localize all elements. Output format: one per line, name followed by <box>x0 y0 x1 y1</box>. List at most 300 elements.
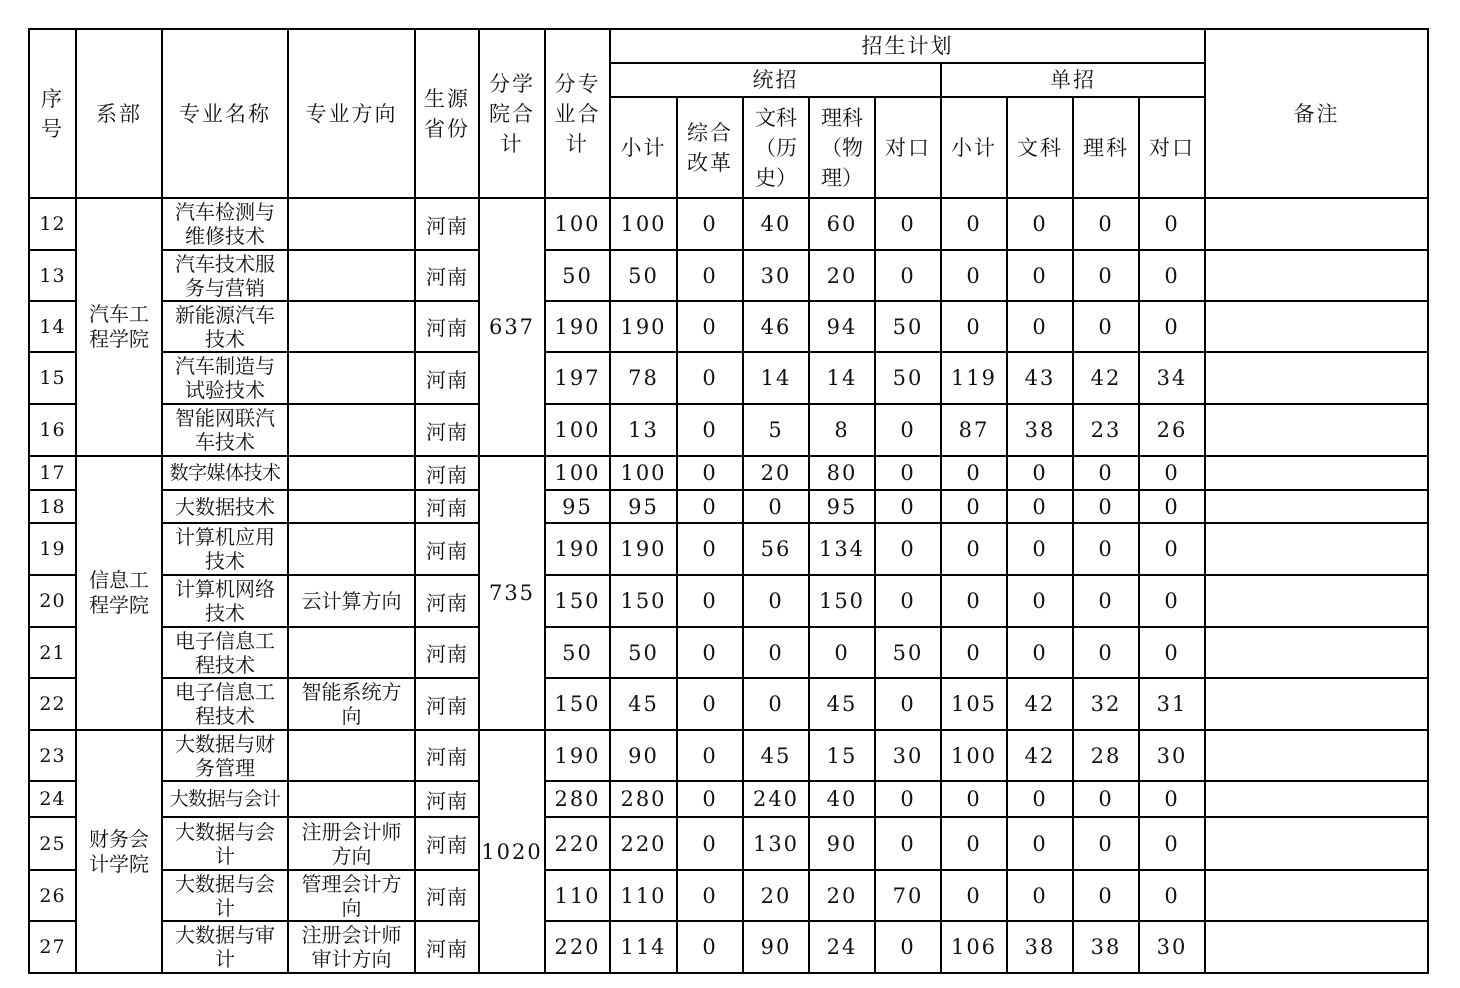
unified-vocational-cell: 50 <box>875 301 941 352</box>
unified-science-cell: 45 <box>809 678 875 730</box>
remarks-cell <box>1205 523 1428 575</box>
unified-arts-cell: 20 <box>743 456 809 490</box>
single-subtotal-cell: 0 <box>941 870 1007 921</box>
unified-reform-cell: 0 <box>677 490 743 523</box>
table-row <box>29 730 1428 781</box>
direction-text: 管理会计方向 <box>301 871 402 920</box>
row-seq-cell: 26 <box>29 870 76 921</box>
direction-text: 注册会计师方向 <box>301 819 402 868</box>
unified-science-cell: 40 <box>809 781 875 817</box>
unified-arts-cell: 130 <box>743 817 809 870</box>
header-college-total-text: 分学院合计 <box>489 71 535 156</box>
header-plan: 招生计划 <box>610 29 1205 63</box>
single-subtotal-cell: 106 <box>941 921 1007 973</box>
province-cell: 河南 <box>415 404 479 456</box>
unified-vocational-cell: 0 <box>875 921 941 973</box>
province-cell: 河南 <box>415 921 479 973</box>
major-name-cell <box>162 781 288 817</box>
province-cell: 河南 <box>415 523 479 575</box>
table-row <box>29 352 1428 404</box>
unified-arts-cell: 240 <box>743 781 809 817</box>
unified-subtotal-cell: 150 <box>610 575 677 627</box>
single-subtotal-cell: 0 <box>941 456 1007 490</box>
row-seq-cell: 23 <box>29 730 76 781</box>
single-science-cell: 0 <box>1073 817 1139 870</box>
single-subtotal-cell: 0 <box>941 523 1007 575</box>
major-total-cell: 190 <box>545 301 610 352</box>
unified-vocational-cell: 30 <box>875 730 941 781</box>
unified-subtotal-cell: 110 <box>610 870 677 921</box>
single-subtotal-cell: 0 <box>941 490 1007 523</box>
single-vocational-cell: 34 <box>1139 352 1205 404</box>
direction-cell <box>288 490 415 523</box>
major-total-cell: 110 <box>545 870 610 921</box>
direction-cell <box>288 921 415 973</box>
major-name-cell <box>162 730 288 781</box>
table-row <box>29 678 1428 730</box>
single-vocational-cell: 0 <box>1139 575 1205 627</box>
unified-science-cell: 95 <box>809 490 875 523</box>
single-arts-cell: 43 <box>1007 352 1073 404</box>
row-seq-cell: 17 <box>29 456 76 490</box>
unified-arts-cell: 45 <box>743 730 809 781</box>
major-total-cell: 50 <box>545 250 610 301</box>
header-seq <box>29 29 76 198</box>
dept-cell <box>76 456 162 730</box>
major-name: 计算机网络技术 <box>175 577 275 625</box>
header-s-science: 理科 <box>1073 97 1139 198</box>
unified-vocational-cell: 0 <box>875 781 941 817</box>
direction-cell <box>288 730 415 781</box>
direction-cell <box>288 678 415 730</box>
header-u-arts <box>743 97 809 198</box>
unified-science-cell: 15 <box>809 730 875 781</box>
single-arts-cell: 0 <box>1007 301 1073 352</box>
major-name-cell <box>162 198 288 250</box>
major-name: 计算机应用技术 <box>175 525 275 573</box>
unified-vocational-cell: 0 <box>875 198 941 250</box>
header-major: 专业名称 <box>162 29 288 198</box>
single-subtotal-cell: 0 <box>941 781 1007 817</box>
header-u-reform <box>677 97 743 198</box>
province-cell: 河南 <box>415 575 479 627</box>
single-subtotal-cell: 0 <box>941 301 1007 352</box>
single-vocational-cell: 0 <box>1139 301 1205 352</box>
header-seq-text: 序号 <box>41 86 64 141</box>
unified-vocational-cell: 0 <box>875 456 941 490</box>
province-cell: 河南 <box>415 490 479 523</box>
single-vocational-cell: 26 <box>1139 404 1205 456</box>
single-science-cell: 0 <box>1073 575 1139 627</box>
dept-name: 财务会计学院 <box>89 826 149 876</box>
row-seq-cell: 21 <box>29 627 76 678</box>
unified-reform-cell: 0 <box>677 870 743 921</box>
single-subtotal-cell: 0 <box>941 250 1007 301</box>
direction-cell <box>288 781 415 817</box>
province-cell: 河南 <box>415 730 479 781</box>
unified-subtotal-cell: 13 <box>610 404 677 456</box>
header-s-subtotal: 小计 <box>941 97 1007 198</box>
single-science-cell: 0 <box>1073 523 1139 575</box>
direction-text: 注册会计师审计方向 <box>301 923 402 971</box>
row-seq-cell: 14 <box>29 301 76 352</box>
unified-science-cell: 24 <box>809 921 875 973</box>
major-name-cell <box>162 404 288 456</box>
unified-reform-cell: 0 <box>677 456 743 490</box>
unified-subtotal-cell: 50 <box>610 627 677 678</box>
major-total-cell: 197 <box>545 352 610 404</box>
major-name: 大数据与会计 <box>175 819 275 868</box>
unified-arts-cell: 90 <box>743 921 809 973</box>
header-u-science <box>809 97 875 198</box>
province-cell: 河南 <box>415 817 479 870</box>
unified-subtotal-cell: 95 <box>610 490 677 523</box>
header-s-vocational: 对口 <box>1139 97 1205 198</box>
unified-vocational-cell: 0 <box>875 678 941 730</box>
row-seq-cell: 15 <box>29 352 76 404</box>
dept-name: 信息工程学院 <box>89 568 149 617</box>
single-science-cell: 32 <box>1073 678 1139 730</box>
header-major-total-text: 分专业合计 <box>554 71 601 156</box>
single-science-cell: 0 <box>1073 198 1139 250</box>
remarks-cell <box>1205 817 1428 870</box>
major-name: 大数据与会计 <box>175 871 275 920</box>
row-seq-cell: 12 <box>29 198 76 250</box>
single-subtotal-cell: 0 <box>941 627 1007 678</box>
major-name-cell <box>162 523 288 575</box>
remarks-cell <box>1205 781 1428 817</box>
header-college-total <box>479 29 545 198</box>
major-total-cell: 100 <box>545 198 610 250</box>
province-cell: 河南 <box>415 198 479 250</box>
major-name: 大数据技术 <box>175 494 275 519</box>
unified-science-cell: 134 <box>809 523 875 575</box>
single-arts-cell: 0 <box>1007 817 1073 870</box>
single-vocational-cell: 0 <box>1139 627 1205 678</box>
province-cell: 河南 <box>415 781 479 817</box>
unified-subtotal-cell: 100 <box>610 456 677 490</box>
dept-cell <box>76 730 162 973</box>
province-cell: 河南 <box>415 627 479 678</box>
unified-arts-cell: 40 <box>743 198 809 250</box>
row-seq-cell: 24 <box>29 781 76 817</box>
remarks-cell <box>1205 730 1428 781</box>
unified-reform-cell: 0 <box>677 921 743 973</box>
single-arts-cell: 38 <box>1007 404 1073 456</box>
unified-science-cell: 94 <box>809 301 875 352</box>
table-row <box>29 198 1428 250</box>
unified-reform-cell: 0 <box>677 250 743 301</box>
remarks-cell <box>1205 352 1428 404</box>
remarks-cell <box>1205 678 1428 730</box>
major-name: 汽车技术服务与营销 <box>175 251 275 300</box>
unified-arts-cell: 56 <box>743 523 809 575</box>
unified-reform-cell: 0 <box>677 352 743 404</box>
single-vocational-cell: 31 <box>1139 678 1205 730</box>
direction-cell <box>288 301 415 352</box>
college-total-cell: 735 <box>479 456 545 730</box>
major-name-cell <box>162 301 288 352</box>
header-remarks: 备注 <box>1205 29 1428 198</box>
dept-name: 汽车工程学院 <box>89 302 149 351</box>
row-seq-cell: 27 <box>29 921 76 973</box>
header-single: 单招 <box>941 63 1205 97</box>
header-direction: 专业方向 <box>288 29 415 198</box>
single-science-cell: 0 <box>1073 490 1139 523</box>
table-row <box>29 817 1428 870</box>
unified-vocational-cell: 0 <box>875 817 941 870</box>
unified-reform-cell: 0 <box>677 301 743 352</box>
single-subtotal-cell: 119 <box>941 352 1007 404</box>
remarks-cell <box>1205 490 1428 523</box>
unified-reform-cell: 0 <box>677 404 743 456</box>
document-page <box>28 28 1429 974</box>
single-vocational-cell: 30 <box>1139 921 1205 973</box>
province-cell: 河南 <box>415 456 479 490</box>
major-name-cell <box>162 817 288 870</box>
province-cell: 河南 <box>415 870 479 921</box>
unified-vocational-cell: 0 <box>875 404 941 456</box>
single-subtotal-cell: 0 <box>941 817 1007 870</box>
direction-cell <box>288 627 415 678</box>
unified-vocational-cell: 50 <box>875 627 941 678</box>
header-u-science-text: 理科（物理） <box>821 105 863 190</box>
province-cell: 河南 <box>415 250 479 301</box>
remarks-cell <box>1205 198 1428 250</box>
header-major-total <box>545 29 610 198</box>
unified-science-cell: 90 <box>809 817 875 870</box>
unified-reform-cell: 0 <box>677 575 743 627</box>
single-arts-cell: 0 <box>1007 250 1073 301</box>
row-seq-cell: 25 <box>29 817 76 870</box>
unified-subtotal-cell: 220 <box>610 817 677 870</box>
remarks-cell <box>1205 575 1428 627</box>
major-total-cell: 100 <box>545 404 610 456</box>
unified-vocational-cell: 0 <box>875 523 941 575</box>
single-subtotal-cell: 0 <box>941 198 1007 250</box>
table-row <box>29 870 1428 921</box>
single-vocational-cell: 0 <box>1139 781 1205 817</box>
major-name: 大数据与会计 <box>169 788 281 810</box>
single-arts-cell: 42 <box>1007 678 1073 730</box>
major-name: 汽车制造与试验技术 <box>175 354 275 402</box>
major-total-cell: 50 <box>545 627 610 678</box>
direction-cell <box>288 523 415 575</box>
single-subtotal-cell: 105 <box>941 678 1007 730</box>
header-unified: 统招 <box>610 63 941 97</box>
major-name-cell <box>162 250 288 301</box>
unified-reform-cell: 0 <box>677 730 743 781</box>
table-row <box>29 456 1428 490</box>
major-name-cell <box>162 490 288 523</box>
single-science-cell: 0 <box>1073 870 1139 921</box>
table-row <box>29 490 1428 523</box>
unified-science-cell: 0 <box>809 627 875 678</box>
unified-arts-cell: 0 <box>743 627 809 678</box>
direction-text: 云计算方向 <box>301 589 402 613</box>
unified-science-cell: 60 <box>809 198 875 250</box>
dept-cell <box>76 198 162 456</box>
major-name: 数字媒体技术 <box>169 462 281 484</box>
enrollment-plan-table <box>28 28 1429 974</box>
unified-arts-cell: 0 <box>743 490 809 523</box>
unified-subtotal-cell: 50 <box>610 250 677 301</box>
major-total-cell: 190 <box>545 523 610 575</box>
major-name-cell <box>162 456 288 490</box>
unified-science-cell: 14 <box>809 352 875 404</box>
unified-reform-cell: 0 <box>677 781 743 817</box>
unified-subtotal-cell: 45 <box>610 678 677 730</box>
major-total-cell: 95 <box>545 490 610 523</box>
direction-cell <box>288 198 415 250</box>
province-cell: 河南 <box>415 678 479 730</box>
row-seq-cell: 22 <box>29 678 76 730</box>
direction-cell <box>288 250 415 301</box>
single-arts-cell: 0 <box>1007 523 1073 575</box>
remarks-cell <box>1205 456 1428 490</box>
table-row <box>29 627 1428 678</box>
table-row <box>29 404 1428 456</box>
major-total-cell: 150 <box>545 678 610 730</box>
row-seq-cell: 13 <box>29 250 76 301</box>
major-name-cell <box>162 627 288 678</box>
direction-cell <box>288 456 415 490</box>
single-arts-cell: 0 <box>1007 781 1073 817</box>
unified-science-cell: 150 <box>809 575 875 627</box>
major-name-cell <box>162 921 288 973</box>
unified-arts-cell: 20 <box>743 870 809 921</box>
header-u-subtotal: 小计 <box>610 97 677 198</box>
remarks-cell <box>1205 250 1428 301</box>
unified-arts-cell: 5 <box>743 404 809 456</box>
unified-subtotal-cell: 190 <box>610 301 677 352</box>
remarks-cell <box>1205 301 1428 352</box>
direction-cell <box>288 352 415 404</box>
single-vocational-cell: 0 <box>1139 250 1205 301</box>
single-vocational-cell: 0 <box>1139 817 1205 870</box>
major-name-cell <box>162 575 288 627</box>
province-cell: 河南 <box>415 301 479 352</box>
unified-subtotal-cell: 90 <box>610 730 677 781</box>
single-science-cell: 0 <box>1073 627 1139 678</box>
single-arts-cell: 0 <box>1007 575 1073 627</box>
direction-cell <box>288 817 415 870</box>
single-arts-cell: 0 <box>1007 456 1073 490</box>
unified-arts-cell: 14 <box>743 352 809 404</box>
unified-arts-cell: 0 <box>743 575 809 627</box>
row-seq-cell: 20 <box>29 575 76 627</box>
single-science-cell: 0 <box>1073 301 1139 352</box>
major-total-cell: 190 <box>545 730 610 781</box>
direction-cell <box>288 404 415 456</box>
major-name: 大数据与财务管理 <box>175 731 275 780</box>
unified-science-cell: 20 <box>809 870 875 921</box>
direction-cell <box>288 575 415 627</box>
single-vocational-cell: 0 <box>1139 198 1205 250</box>
unified-subtotal-cell: 114 <box>610 921 677 973</box>
single-subtotal-cell: 87 <box>941 404 1007 456</box>
single-science-cell: 0 <box>1073 456 1139 490</box>
college-total-cell: 637 <box>479 198 545 456</box>
single-arts-cell: 42 <box>1007 730 1073 781</box>
unified-arts-cell: 46 <box>743 301 809 352</box>
unified-subtotal-cell: 190 <box>610 523 677 575</box>
single-subtotal-cell: 100 <box>941 730 1007 781</box>
table-row <box>29 921 1428 973</box>
major-name: 汽车检测与维修技术 <box>175 200 275 248</box>
table-row <box>29 523 1428 575</box>
unified-reform-cell: 0 <box>677 817 743 870</box>
table-row <box>29 575 1428 627</box>
single-science-cell: 0 <box>1073 250 1139 301</box>
row-seq-cell: 19 <box>29 523 76 575</box>
major-total-cell: 280 <box>545 781 610 817</box>
unified-subtotal-cell: 100 <box>610 198 677 250</box>
major-total-cell: 220 <box>545 817 610 870</box>
unified-vocational-cell: 0 <box>875 250 941 301</box>
single-science-cell: 42 <box>1073 352 1139 404</box>
major-name-cell <box>162 352 288 404</box>
college-total-cell: 1020 <box>479 730 545 973</box>
major-total-cell: 100 <box>545 456 610 490</box>
single-science-cell: 0 <box>1073 781 1139 817</box>
table-row <box>29 781 1428 817</box>
header-u-reform-text: 综合改革 <box>687 120 733 175</box>
table-row <box>29 250 1428 301</box>
remarks-cell <box>1205 921 1428 973</box>
remarks-cell <box>1205 870 1428 921</box>
single-arts-cell: 0 <box>1007 870 1073 921</box>
major-name: 电子信息工程技术 <box>175 680 275 728</box>
single-science-cell: 38 <box>1073 921 1139 973</box>
unified-subtotal-cell: 280 <box>610 781 677 817</box>
single-subtotal-cell: 0 <box>941 575 1007 627</box>
major-name: 大数据与审计 <box>175 923 275 971</box>
major-name-cell <box>162 870 288 921</box>
single-science-cell: 28 <box>1073 730 1139 781</box>
unified-science-cell: 80 <box>809 456 875 490</box>
unified-arts-cell: 30 <box>743 250 809 301</box>
single-vocational-cell: 30 <box>1139 730 1205 781</box>
table-row <box>29 301 1428 352</box>
unified-reform-cell: 0 <box>677 198 743 250</box>
unified-reform-cell: 0 <box>677 523 743 575</box>
single-vocational-cell: 0 <box>1139 870 1205 921</box>
direction-cell <box>288 870 415 921</box>
header-province <box>415 29 479 198</box>
header-u-arts-text: 文科（历史） <box>755 105 797 190</box>
single-science-cell: 23 <box>1073 404 1139 456</box>
single-arts-cell: 0 <box>1007 490 1073 523</box>
row-seq-cell: 16 <box>29 404 76 456</box>
remarks-cell <box>1205 627 1428 678</box>
single-arts-cell: 0 <box>1007 198 1073 250</box>
single-vocational-cell: 0 <box>1139 490 1205 523</box>
major-name: 新能源汽车技术 <box>175 302 275 351</box>
header-dept: 系部 <box>76 29 162 198</box>
single-arts-cell: 38 <box>1007 921 1073 973</box>
table-body <box>29 198 1428 973</box>
major-name: 电子信息工程技术 <box>175 628 275 677</box>
unified-subtotal-cell: 78 <box>610 352 677 404</box>
major-total-cell: 150 <box>545 575 610 627</box>
single-vocational-cell: 0 <box>1139 523 1205 575</box>
major-total-cell: 220 <box>545 921 610 973</box>
major-name-cell <box>162 678 288 730</box>
row-seq-cell: 18 <box>29 490 76 523</box>
header-s-arts: 文科 <box>1007 97 1073 198</box>
remarks-cell <box>1205 404 1428 456</box>
